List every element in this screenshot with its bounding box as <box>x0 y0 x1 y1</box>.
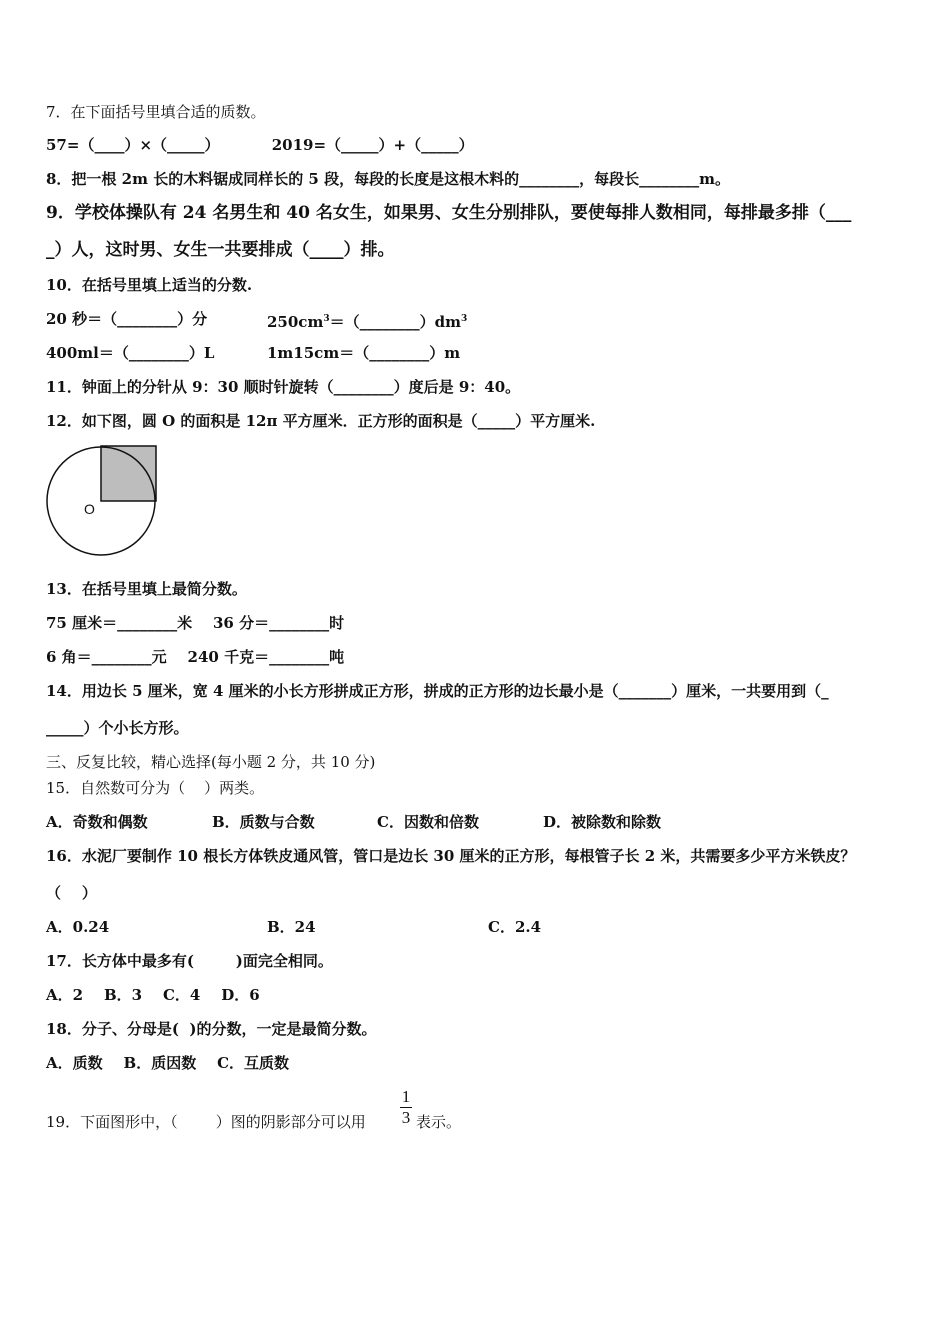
q10-row2-left: 400ml＝（________）L <box>46 344 215 362</box>
q19-stem-post: 表示。 <box>416 1113 462 1131</box>
section-3-title: 三、反复比较，精心选择(每小题 2 分，共 10 分) <box>46 753 376 771</box>
q13-stem: 13．在括号里填上最简分数。 <box>46 580 247 598</box>
q10-stem: 10．在括号里填上适当的分数. <box>46 276 253 294</box>
q11-stem: 11．钟面上的分针从 9：30 顺时针旋转（________）度后是 9：40。 <box>46 378 521 396</box>
q16-option-a: A．0.24 <box>46 918 110 936</box>
q7-stem: 7．在下面括号里填合适的质数。 <box>46 103 266 121</box>
circle-square-figure <box>44 442 164 560</box>
q12-stem: 12．如下图，圆 O 的面积是 12π 平方厘米．正方形的面积是（_____）平方厘米. <box>46 412 596 430</box>
q8-stem: 8．把一根 2m 长的木料锯成同样长的 5 段，每段的长度是这根木料的________，每段长________m。 <box>46 170 730 188</box>
q16-stem: 16．水泥厂要制作 10 根长方体铁皮通风管，管口是边长 30 厘米的正方形，每根管子长 2 米，共需要多少平方米铁皮？ <box>46 847 856 865</box>
q17-stem: 17．长方体中最多有( )面完全相同。 <box>46 952 333 970</box>
q10-row1-left: 20 秒＝（________）分 <box>46 310 208 328</box>
q18-options: A．质数 B．质因数 C．互质数 <box>46 1054 290 1072</box>
q16-blank: （ ） <box>46 884 97 902</box>
q16-option-c: C．2.4 <box>488 918 542 936</box>
center-label-o: O <box>84 501 95 517</box>
q7-blanks: 57=（____）×（_____） 2019=（_____）+（_____） <box>46 136 474 154</box>
q18-stem: 18．分子、分母是( )的分数，一定是最简分数。 <box>46 1020 377 1038</box>
q13-row2: 6 角＝________元 240 千克＝________吨 <box>46 648 345 666</box>
q14-stem-line1: 14．用边长 5 厘米，宽 4 厘米的小长方形拼成正方形，拼成的正方形的边长最小是（_______）厘米，一共要用到（_ <box>46 682 829 700</box>
q15-option-c: C．因数和倍数 <box>377 813 479 831</box>
q14-stem-line2: _____）个小长方形。 <box>46 719 189 737</box>
q15-option-d: D．被除数和除数 <box>543 813 662 831</box>
fraction-numerator: 1 <box>401 1087 411 1106</box>
q10-row2-right: 1m15cm＝（________）m <box>267 344 461 362</box>
q15-option-b: B．质数与合数 <box>212 813 315 831</box>
q9-stem-line2: _）人，这时男、女生一共要排成（____）排。 <box>46 240 395 260</box>
q15-option-a: A．奇数和偶数 <box>46 813 148 831</box>
q10-row1-right: $250cm^3=(\_\_\_\_\_\_\_\_)dm^3$ <box>267 313 468 331</box>
q15-stem: 15．自然数可分为（ ）两类。 <box>46 779 265 797</box>
fraction-denominator: 3 <box>401 1108 411 1127</box>
q9-stem-line1: 9．学校体操队有 24 名男生和 40 名女生，如果男、女生分别排队，要使每排人数相同，每排最多排（___ <box>46 203 852 223</box>
q19-stem-pre: 19．下面图形中，（ ）图的阴影部分可以用 <box>46 1113 366 1131</box>
q13-row1: 75 厘米＝________米 36 分＝________时 <box>46 614 345 632</box>
q16-option-b: B．24 <box>267 918 316 936</box>
q17-options: A．2 B．3 C．4 D．6 <box>46 986 260 1004</box>
q19-fraction-one-third <box>398 1088 414 1127</box>
